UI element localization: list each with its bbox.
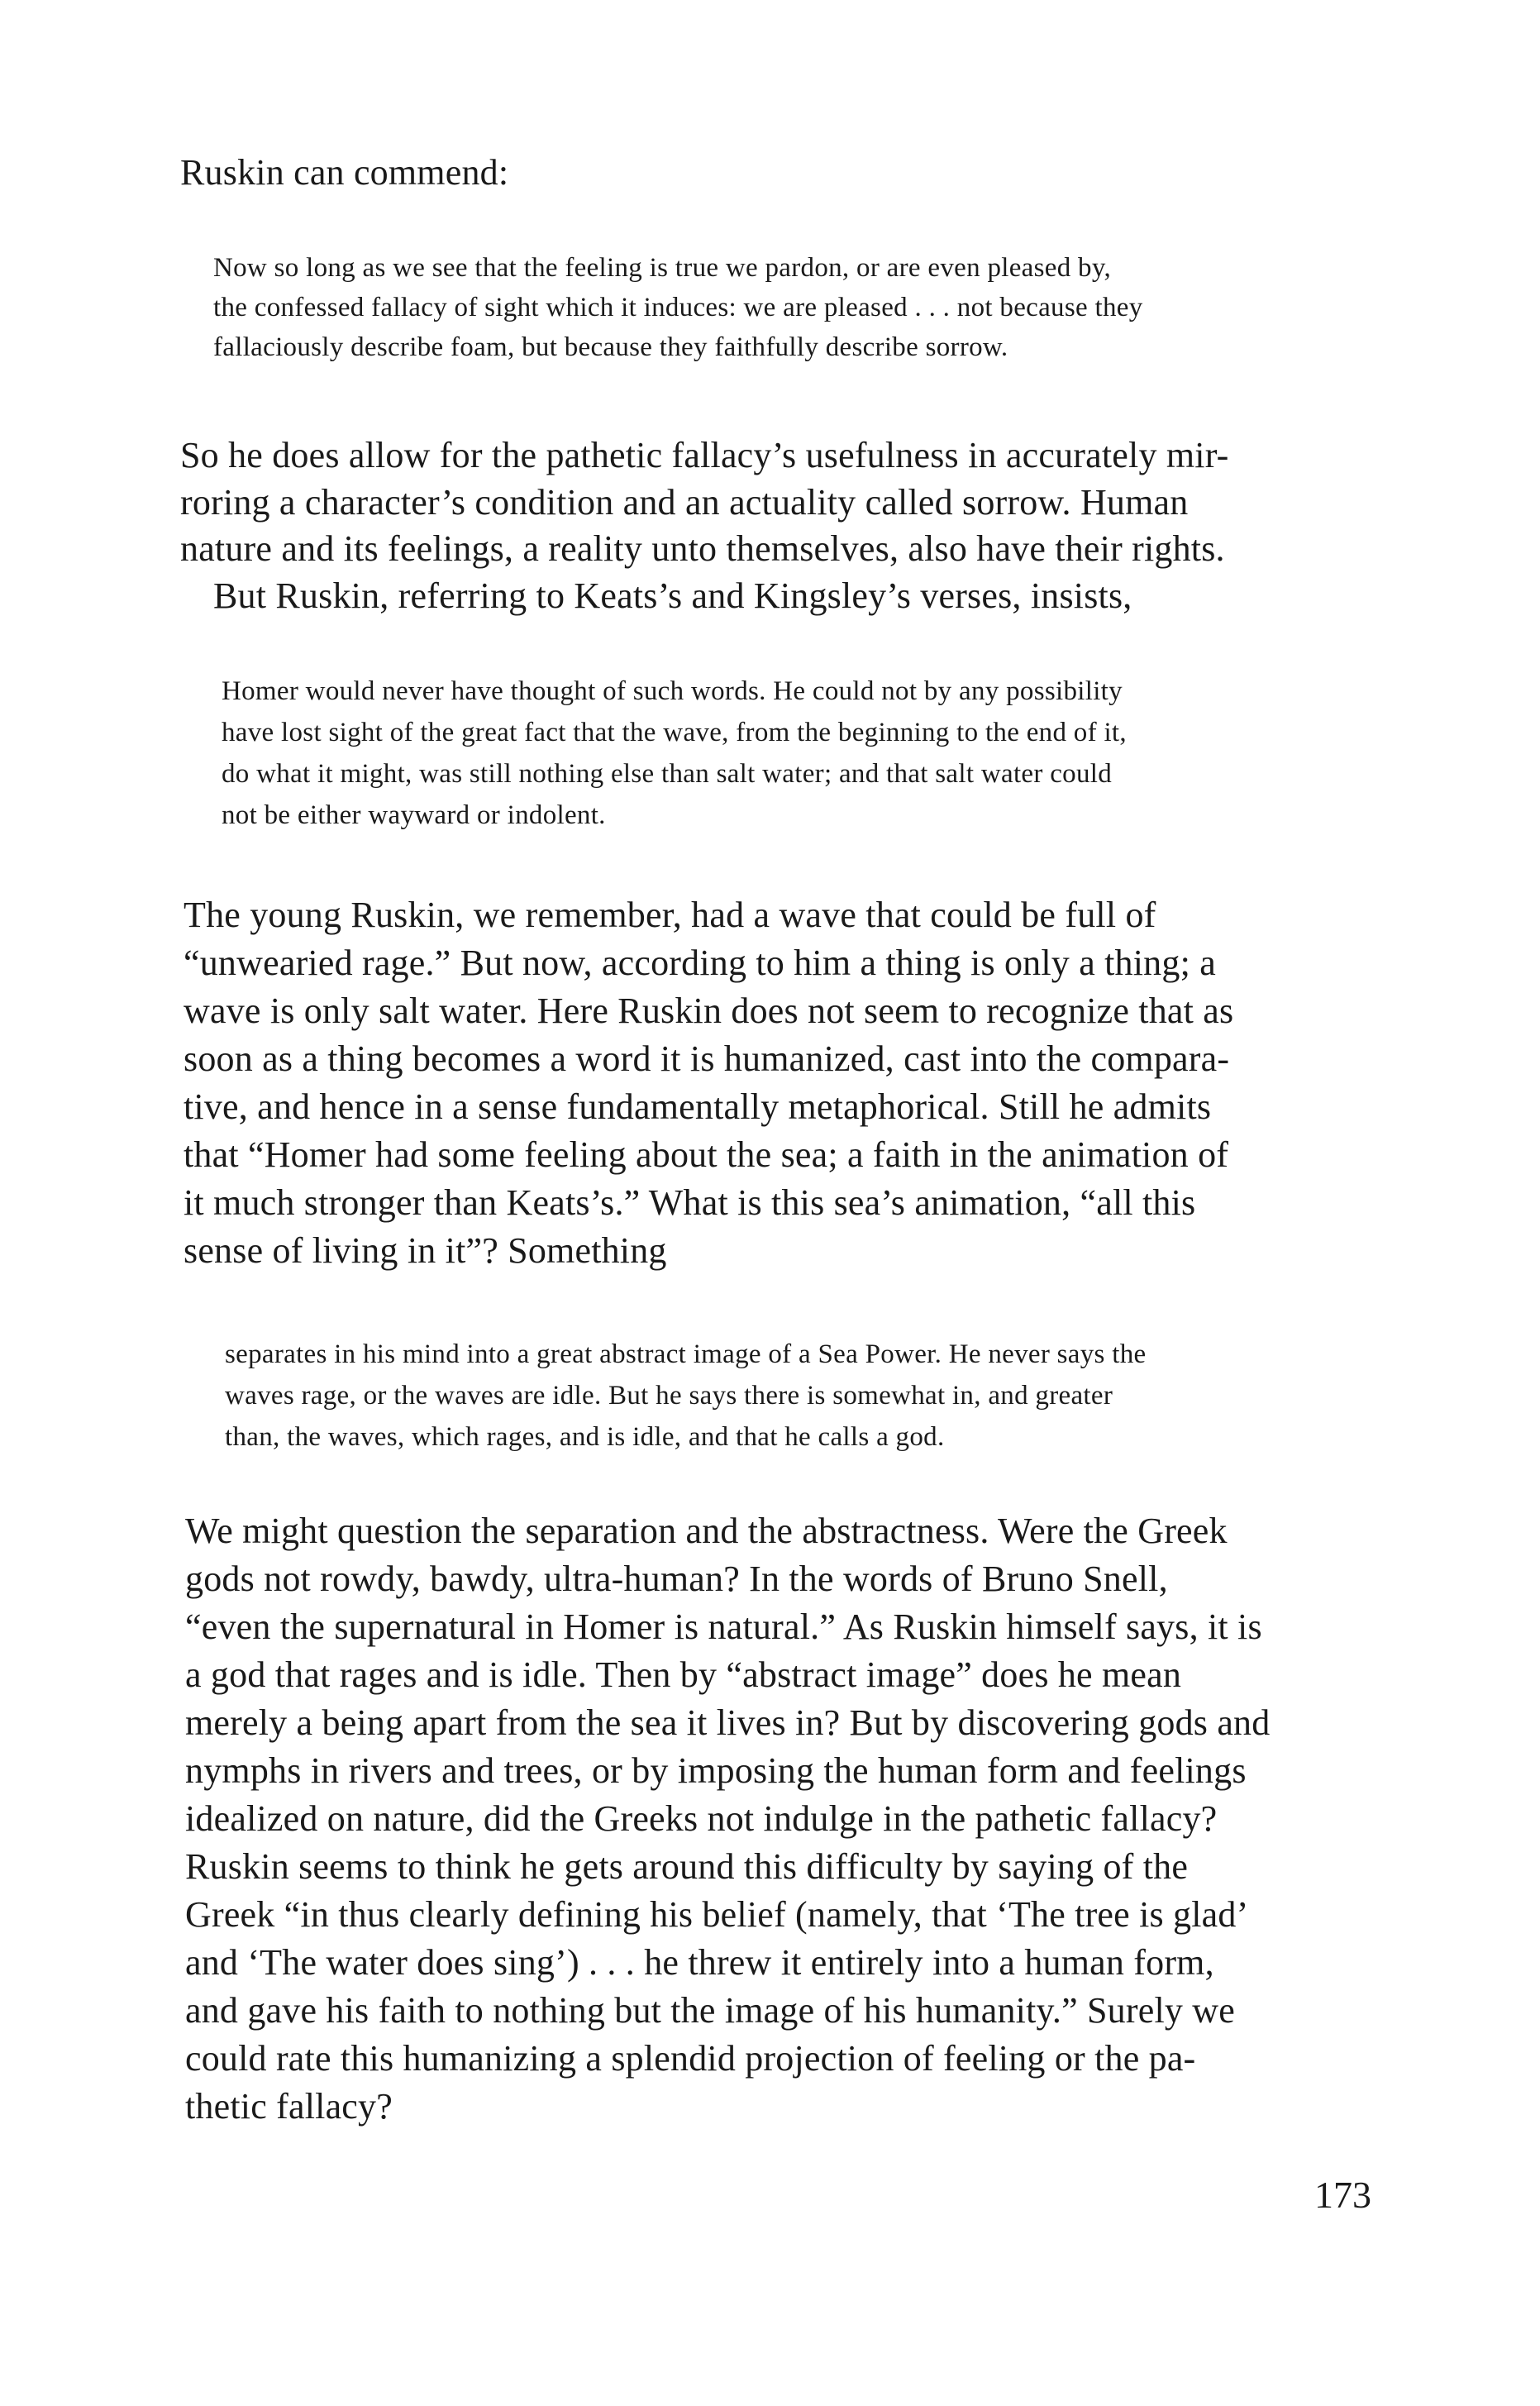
quote-line: Homer would never have thought of such words. He could not by any possibility [222, 676, 1123, 706]
quote-line: do what it might, was still nothing else than salt water; and that salt water could [222, 759, 1113, 789]
body-line: “unwearied rage.” But now, according to him a thing is only a thing; a [184, 943, 1216, 983]
body-line: gods not rowdy, bawdy, ultra-human? In the words of Bruno Snell, [185, 1559, 1168, 1599]
body-line: We might question the separation and the abstractness. Were the Greek [185, 1511, 1228, 1551]
body-line: it much stronger than Keats’s.” What is this sea’s animation, “all this [184, 1182, 1196, 1223]
body-line: wave is only salt water. Here Ruskin does not seem to recognize that as [184, 991, 1234, 1031]
quote-line: waves rage, or the waves are idle. But he says there is somewhat in, and greater [225, 1381, 1113, 1411]
quote-line: Now so long as we see that the feeling is true we pardon, or are even pleased by, [213, 253, 1112, 283]
body-line: But Ruskin, referring to Keats’s and Kingsley’s verses, insists, [213, 575, 1132, 616]
body-line: Greek “in thus clearly defining his belief (namely, that ‘The tree is glad’ [185, 1894, 1249, 1935]
body-line: a god that rages and is idle. Then by “abstract image” does he mean [185, 1654, 1182, 1695]
quote-line: have lost sight of the great fact that the wave, from the beginning to the end of it, [222, 718, 1127, 747]
body-line: soon as a thing becomes a word it is humanized, cast into the compara- [184, 1038, 1230, 1079]
body-line: idealized on nature, did the Greeks not indulge in the pathetic fallacy? [185, 1798, 1218, 1839]
body-line: nature and its feelings, a reality unto themselves, also have their rights. [180, 528, 1225, 569]
body-line: and ‘The water does sing’) . . . he threw it entirely into a human form, [185, 1942, 1214, 1983]
quote-line: fallaciously describe foam, but because they faithfully describe sorrow. [213, 332, 1008, 362]
body-line: “even the supernatural in Homer is natural.” As Ruskin himself says, it is [185, 1606, 1262, 1647]
body-line: The young Ruskin, we remember, had a wave that could be full of [184, 895, 1156, 935]
body-line: sense of living in it”? Something [184, 1230, 667, 1271]
body-line: tive, and hence in a sense fundamentally metaphorical. Still he admits [184, 1086, 1212, 1127]
body-line: and gave his faith to nothing but the image of his humanity.” Surely we [185, 1990, 1235, 2031]
body-line: could rate this humanizing a splendid projection of feeling or the pa- [185, 2038, 1196, 2079]
quote-line: not be either wayward or indolent. [222, 800, 606, 830]
intro-line: Ruskin can commend: [180, 152, 509, 193]
quote-line: the confessed fallacy of sight which it induces: we are pleased . . . not because they [213, 293, 1143, 322]
body-line: that “Homer had some feeling about the sea; a faith in the animation of [184, 1134, 1229, 1175]
body-line: thetic fallacy? [185, 2086, 393, 2127]
quote-line: than, the waves, which rages, and is idle, and that he calls a god. [225, 1422, 945, 1452]
quote-line: separates in his mind into a great abstract image of a Sea Power. He never says the [225, 1339, 1147, 1369]
body-line: nymphs in rivers and trees, or by imposing the human form and feelings [185, 1750, 1247, 1791]
body-line: Ruskin seems to think he gets around this difficulty by saying of the [185, 1846, 1189, 1887]
body-line: roring a character’s condition and an actuality called sorrow. Human [180, 482, 1189, 523]
body-line: merely a being apart from the sea it lives in? But by discovering gods and [185, 1702, 1271, 1743]
page-number: 173 [1314, 2174, 1371, 2216]
body-line: So he does allow for the pathetic fallacy’s usefulness in accurately mir- [180, 435, 1229, 475]
